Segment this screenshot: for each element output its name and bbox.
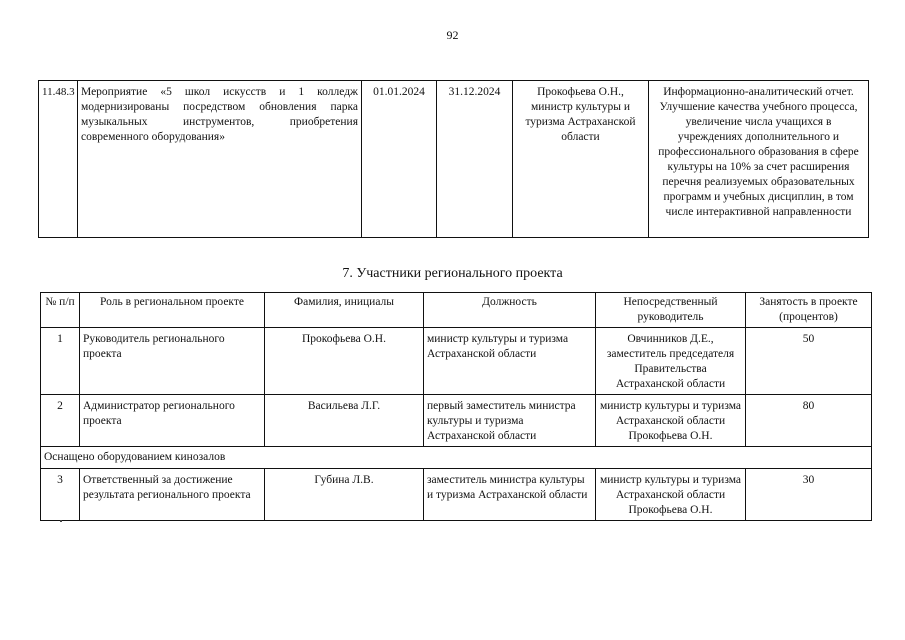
responsible-person: Прокофьева О.Н., министр культуры и туризма Астраханской области — [513, 81, 649, 238]
table-row — [41, 469, 872, 521]
cell-role: Администратор регионального проекта — [80, 395, 265, 447]
cell-name: Губина Л.В. — [265, 469, 424, 521]
header-num: № п/п — [41, 293, 80, 328]
activity-table — [38, 80, 869, 238]
cell-employment: 50 — [746, 328, 872, 395]
scan-speck — [60, 520, 62, 522]
cell-position: первый заместитель министра культуры и туризма Астраханской области — [424, 395, 596, 447]
subheader-label: Оснащено оборудованием кинозалов — [41, 447, 872, 469]
cell-role: Руководитель регионального проекта — [80, 328, 265, 395]
event-description: Мероприятие «5 школ искусств и 1 колледж модернизированы посредством обновления парка музыкальных инструментов, приобретения современного оборудования» — [78, 81, 362, 238]
table-row — [41, 395, 872, 447]
cell-num: 2 — [41, 395, 80, 447]
end-date: 31.12.2024 — [437, 81, 513, 238]
section-title: 7. Участники регионального проекта — [342, 266, 563, 281]
table-row — [41, 328, 872, 395]
header-name: Фамилия, инициалы — [265, 293, 424, 328]
page-number: 92 — [446, 28, 459, 42]
cell-role: Ответственный за достижение результата регионального проекта — [80, 469, 265, 521]
start-date: 01.01.2024 — [362, 81, 437, 238]
header-supervisor: Непосредственный руководитель — [596, 293, 746, 328]
cell-employment: 80 — [746, 395, 872, 447]
cell-supervisor: Овчинников Д.Е., заместитель председателя Правительства Астраханской области — [596, 328, 746, 395]
result-description: Информационно-аналитический отчет. Улучшение качества учебного процесса, увеличение числа учащихся в учреждениях дополнительного и профессионального образования в сфере культуры на 10% за счет расширения перечня реализуемых образовательных программ и учебных дисциплин, в том числе интерактивной направленности — [649, 81, 869, 238]
cell-employment: 30 — [746, 469, 872, 521]
table-header-row — [41, 293, 872, 328]
header-role: Роль в региональном проекте — [80, 293, 265, 328]
cell-name: Прокофьева О.Н. — [265, 328, 424, 395]
row-number: 11.48.3 — [39, 81, 78, 238]
cell-position: заместитель министра культуры и туризма Астраханской области — [424, 469, 596, 521]
cell-num: 3 — [41, 469, 80, 521]
cell-num: 1 — [41, 328, 80, 395]
header-position: Должность — [424, 293, 596, 328]
header-employment: Занятость в проекте (процентов) — [746, 293, 872, 328]
table-row — [39, 81, 869, 238]
cell-supervisor: министр культуры и туризма Астраханской области Прокофьева О.Н. — [596, 395, 746, 447]
participants-table — [40, 292, 872, 521]
table-subheader-row — [41, 447, 872, 469]
cell-position: министр культуры и туризма Астраханской области — [424, 328, 596, 395]
cell-name: Васильева Л.Г. — [265, 395, 424, 447]
cell-supervisor: министр культуры и туризма Астраханской области Прокофьева О.Н. — [596, 469, 746, 521]
